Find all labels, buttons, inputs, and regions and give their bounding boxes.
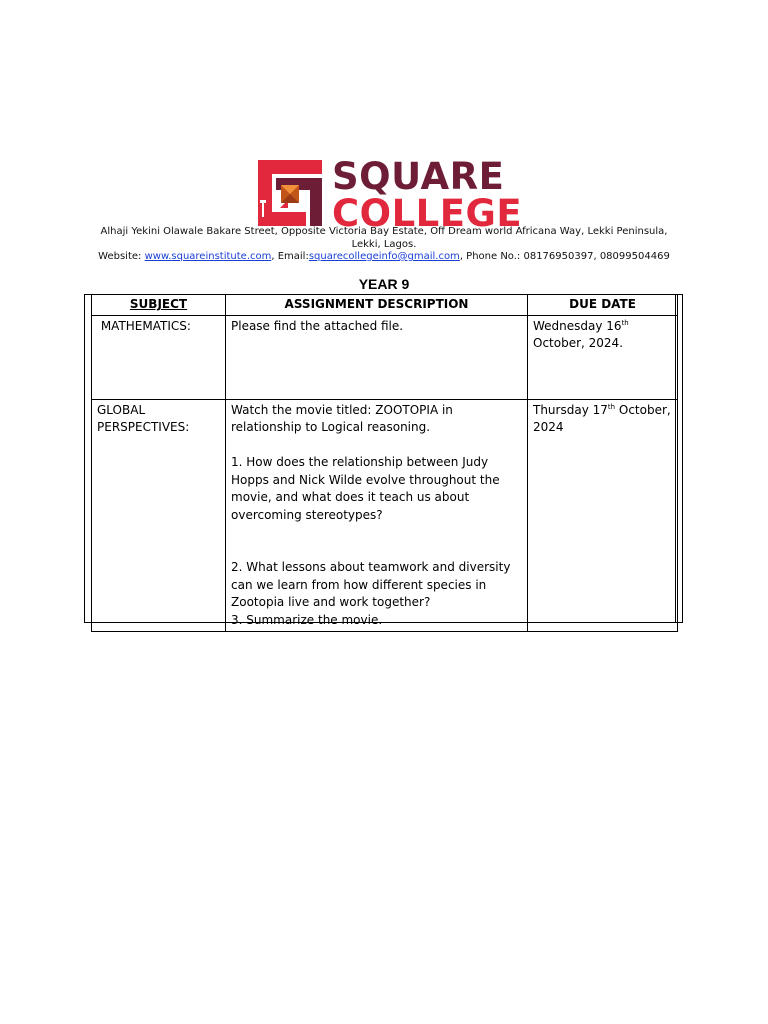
website-label: Website:	[98, 251, 145, 262]
square-college-logo	[258, 155, 523, 235]
phone-numbers: , Phone No.: 08176950397, 08099504469	[459, 251, 670, 262]
subject-global-line2: PERSPECTIVES:	[97, 420, 190, 434]
header-description: ASSIGNMENT DESCRIPTION	[226, 295, 528, 316]
due-date-cell	[528, 399, 678, 632]
description-mathematics: Please find the attached file.	[231, 318, 404, 333]
due-day-suffix: th	[607, 402, 616, 411]
table-header-row	[92, 295, 678, 316]
school-address: Alhaji Yekini Olawale Bakare Street, Opposite Victoria Bay Estate, Off Dream world Africana Way, Lekki Peninsula, Lekki, Lagos.	[100, 226, 668, 250]
subject-mathematics: MATHEMATICS:	[97, 318, 191, 333]
subject-cell	[92, 399, 226, 632]
header-subject: SUBJECT	[92, 295, 226, 316]
email-link[interactable]: squarecollegeinfo@gmail.com	[308, 251, 460, 262]
question-2: 2. What lessons about teamwork and diversity can we learn from how different species in Zootopia live and work together?	[231, 560, 511, 609]
logo-line-square: SQUARE	[332, 155, 505, 198]
question-3: 3. Summarize the movie.	[231, 612, 383, 627]
description-cell	[226, 399, 528, 632]
description-intro: Watch the movie titled: ZOOTOPIA in relationship to Logical reasoning.	[231, 402, 453, 434]
table-row	[92, 399, 678, 632]
due-day-mathematics: Wednesday 16	[533, 318, 622, 333]
email-label: , Email:	[271, 251, 309, 262]
subject-global-line1: GLOBAL	[97, 402, 146, 417]
due-rest-mathematics: October, 2024.	[533, 336, 624, 350]
logo-wordmark	[332, 155, 523, 235]
contact-line	[60, 251, 708, 262]
due-date-cell	[528, 315, 678, 399]
question-1: 1. How does the relationship between Judy Hopps and Nick Wilde evolve throughout the movie, and what does it teach us about overcoming stereotypes?	[231, 455, 500, 522]
website-link[interactable]: www.squareinstitute.com	[144, 251, 272, 262]
description-cell	[226, 315, 528, 399]
subject-cell	[92, 315, 226, 399]
table-row	[92, 315, 678, 399]
page-title: YEAR 9	[358, 276, 410, 292]
logo-line-college: COLLEGE	[332, 192, 523, 235]
assignment-table	[91, 294, 678, 632]
header-due-date: DUE DATE	[528, 295, 678, 316]
due-day-suffix: th	[621, 318, 629, 327]
due-rest-global: October, 2024	[533, 402, 671, 434]
due-day-global: Thursday 17	[533, 402, 608, 417]
logo-mark-icon	[258, 160, 322, 226]
